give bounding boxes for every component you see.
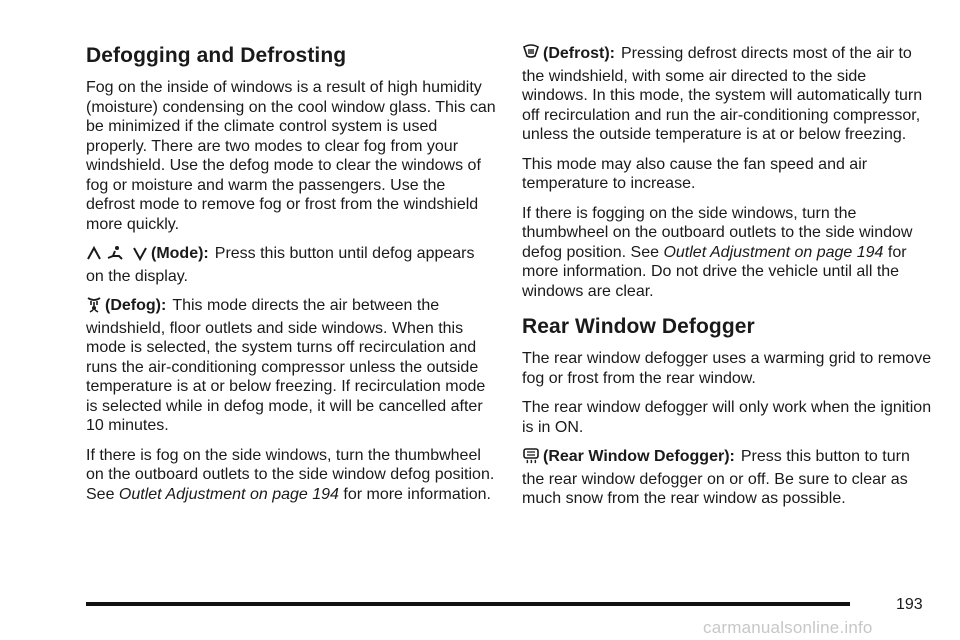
rear-defogger-text: Press this button to turn the rear window defogger on or off. Be sure to clear as much snow from the rear window as possible. xyxy=(522,448,910,507)
defog-text: This mode directs the air between the windshield, floor outlets and side windows. When this mode is selected, the system turns off recirculation and runs the air-conditioning compressor unless the outside temperature is at or below freezing. If recirculation mode is selected while in defog mode, it will be cancelled after 10 minutes. xyxy=(86,297,486,434)
rear-intro-paragraph: The rear window defogger uses a warming grid to remove fog or frost from the rear window. xyxy=(522,350,932,387)
fan-speed-note: This mode may also cause the fan speed and air temperature to increase. xyxy=(522,155,868,192)
defog-icon xyxy=(86,296,102,319)
rear-ignition-paragraph: The rear window defogger will only work when the ignition is in ON. xyxy=(522,399,932,436)
right-side-window-tail: for more information. Do not drive the vehicle until all the windows are clear. xyxy=(522,243,907,300)
defrost-paragraph xyxy=(522,44,932,145)
mode-term: (Mode): xyxy=(151,245,209,262)
mode-icon xyxy=(86,245,148,267)
intro-paragraph: Fog on the inside of windows is a result of high humidity (moisture) condensing on the cool window glass. This can be minimized if the climate control system is used properly. There are two modes to clear fog from your windshield. Use the defog mode to clear the windows of fog or moisture and warm the passengers. Use the defrost mode to remove fog or frost from the windshield more quickly. xyxy=(86,79,496,233)
side-window-tail: for more information. xyxy=(343,485,491,503)
right-side-window-text: If there is fogging on the side windows, turn the thumbwheel on the outboard outlets to the side window defog position. See xyxy=(522,204,913,261)
defog-paragraph xyxy=(86,296,496,436)
section-heading-defogging: Defogging and Defrosting xyxy=(86,44,347,67)
side-window-paragraph xyxy=(86,446,496,505)
mode-text: Press this button until defog appears on the display. xyxy=(86,245,475,285)
watermark: carmanualsonline.info xyxy=(703,618,873,637)
rear-defogger-paragraph xyxy=(522,447,932,509)
section-heading-rear-defogger: Rear Window Defogger xyxy=(522,315,755,338)
rear-defogger-term: (Rear Window Defogger): xyxy=(543,448,735,465)
right-column xyxy=(522,44,932,519)
mode-paragraph xyxy=(86,244,496,286)
side-window-text: If there is fog on the side windows, turn the thumbwheel on the outboard outlets to the side window defog position. See xyxy=(86,446,495,503)
right-outlet-adjustment-reference: Outlet Adjustment on page 194 xyxy=(663,243,884,261)
rear-defogger-icon xyxy=(522,447,540,470)
defrost-text: Pressing defrost directs most of the air to the windshield, with some air directed to the side windows. In this mode, the system will automatically turn off recirculation and run the air-conditioning compressor, unless the outside temperature is at or below freezing. xyxy=(522,45,923,143)
right-side-window-paragraph xyxy=(522,204,932,302)
page-number: 193 xyxy=(896,596,923,613)
defrost-icon xyxy=(522,44,540,67)
outlet-adjustment-reference: Outlet Adjustment on page 194 xyxy=(118,485,339,503)
left-column xyxy=(86,44,496,514)
footer-rule xyxy=(86,602,850,606)
defog-term: (Defog): xyxy=(105,297,167,314)
defrost-term: (Defrost): xyxy=(543,45,615,62)
